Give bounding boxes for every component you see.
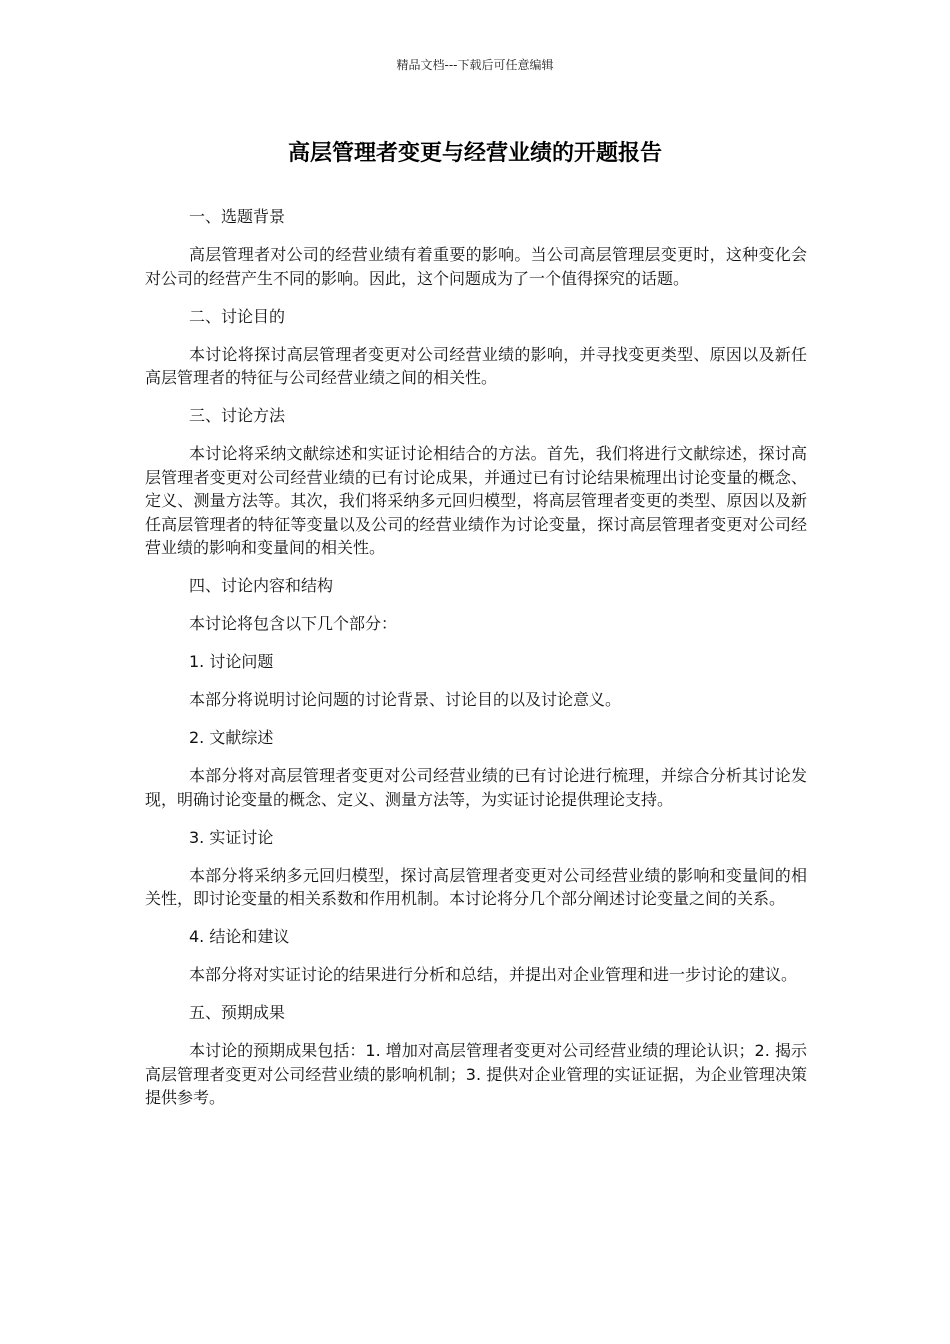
subheading-part3: 3. 实证讨论 — [189, 827, 274, 847]
section-heading-purpose: 二、讨论目的 — [189, 306, 286, 326]
paragraph-part1: 本部分将说明讨论问题的讨论背景、讨论目的以及讨论意义。 — [189, 690, 622, 709]
subheading-part2: 2. 文献综述 — [189, 728, 274, 747]
section-heading-outcome: 五、预期成果 — [189, 1003, 286, 1022]
paragraph-method: 本讨论将采纳文献综述和实证讨论相结合的方法。首先，我们将进行文献综述，探讨高层管理者变更对公司经营业绩的已有讨论成果，并通过已有讨论结果梳理出讨论变量的概念、定义、测量方法等。其次，我们将采纳多元回归模型，将高层管理者变更的类型、原因以及新任高层管理者的特征等变量以及公司的经营业绩作为讨论变量，探讨高层管理者变更对公司经营业绩的影响和变量间的相关性。 — [145, 444, 807, 557]
paragraph-part3: 本部分将采纳多元回归模型，探讨高层管理者变更对公司经营业绩的影响和变量间的相关性，即讨论变量的相关系数和作用机制。本讨论将分几个部分阐述讨论变量之间的关系。 — [145, 865, 807, 908]
section-heading-background: 一、选题背景 — [189, 207, 286, 226]
subheading-part1: 1. 讨论问题 — [189, 652, 274, 671]
section-heading-content: 四、讨论内容和结构 — [189, 576, 334, 595]
document-body — [145, 205, 807, 1124]
document-title: 高层管理者变更与经营业绩的开题报告 — [287, 141, 662, 166]
header-note: 精品文档---下载后可任意编辑 — [396, 58, 554, 72]
subheading-part4: 4. 结论和建议 — [189, 927, 290, 946]
paragraph-content-intro: 本讨论将包含以下几个部分： — [189, 614, 398, 633]
paragraph-part4: 本部分将对实证讨论的结果进行分析和总结，并提出对企业管理和进一步讨论的建议。 — [189, 965, 798, 984]
paragraph-purpose: 本讨论将探讨高层管理者变更对公司经营业绩的影响，并寻找变更类型、原因以及新任高层管理者的特征与公司经营业绩之间的相关性。 — [145, 344, 807, 387]
paragraph-outcome: 本讨论的预期成果包括：1. 增加对高层管理者变更对公司经营业绩的理论认识；2. 揭示高层管理者变更对公司经营业绩的影响机制；3. 提供对企业管理的实证证据，为企业管理决策提供参考。 — [145, 1041, 807, 1107]
section-heading-method: 三、讨论方法 — [189, 406, 286, 425]
paragraph-part2: 本部分将对高层管理者变更对公司经营业绩的已有讨论进行梳理，并综合分析其讨论发现，明确讨论变量的概念、定义、测量方法等，为实证讨论提供理论支持。 — [145, 766, 807, 809]
paragraph-background: 高层管理者对公司的经营业绩有着重要的影响。当公司高层管理层变更时，这种变化会对公司的经营产生不同的影响。因此，这个问题成为了一个值得探究的话题。 — [145, 245, 807, 288]
